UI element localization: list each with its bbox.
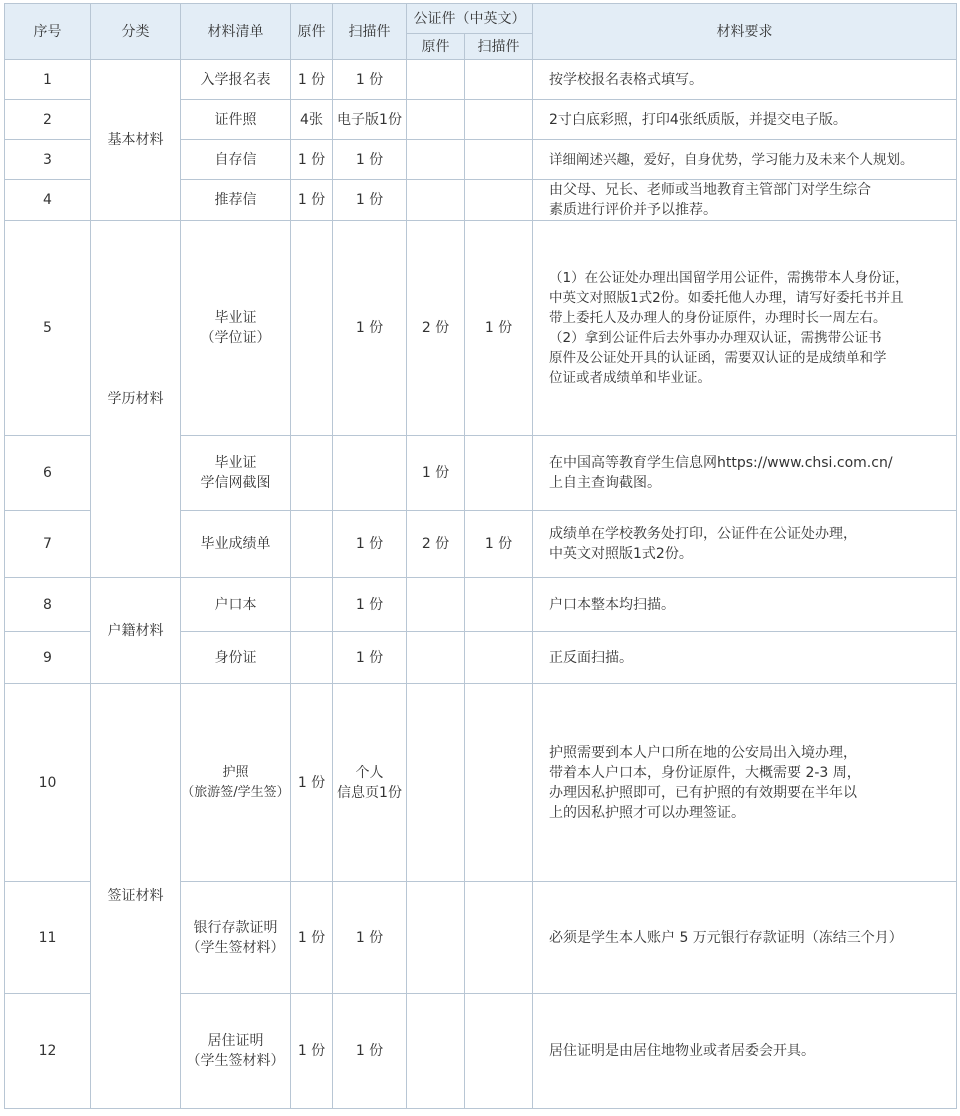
row-number: 12 [5, 994, 91, 1109]
notary-scan-cell [465, 632, 533, 684]
requirement-cell: 2寸白底彩照，打印4张纸质版，并提交电子版。 [533, 100, 957, 140]
original-cell: 1 份 [291, 180, 333, 221]
requirement-cell: 成绩单在学校教务处打印，公证件在公证处办理， 中英文对照版1式2份。 [533, 511, 957, 578]
scan-cell: 电子版1份 [333, 100, 407, 140]
scan-cell: 1 份 [333, 632, 407, 684]
requirement-cell: 由父母、兄长、老师或当地教育主管部门对学生综合 素质进行评价并予以推荐。 [533, 180, 957, 221]
scan-cell: 1 份 [333, 578, 407, 632]
row-number: 5 [5, 221, 91, 436]
notary-original-cell [407, 100, 465, 140]
notary-scan-cell [465, 994, 533, 1109]
table-row [5, 684, 957, 882]
item-cell: 自存信 [181, 140, 291, 180]
item-cell: 居住证明 （学生签材料） [181, 994, 291, 1109]
notary-scan-cell: 1 份 [465, 511, 533, 578]
category-cell: 基本材料 [91, 60, 181, 221]
table-row [5, 578, 957, 632]
notary-scan-cell [465, 100, 533, 140]
header-category: 分类 [91, 4, 181, 60]
notary-original-cell [407, 882, 465, 994]
row-number: 10 [5, 684, 91, 882]
scan-cell: 1 份 [333, 221, 407, 436]
original-cell [291, 436, 333, 511]
original-cell [291, 511, 333, 578]
notary-original-cell [407, 994, 465, 1109]
item-cell: 户口本 [181, 578, 291, 632]
notary-scan-cell [465, 60, 533, 100]
item-cell: 证件照 [181, 100, 291, 140]
row-number: 3 [5, 140, 91, 180]
notary-scan-cell [465, 436, 533, 511]
original-cell [291, 632, 333, 684]
scan-cell: 1 份 [333, 882, 407, 994]
notary-original-cell [407, 632, 465, 684]
row-number: 6 [5, 436, 91, 511]
row-number: 1 [5, 60, 91, 100]
original-cell: 1 份 [291, 60, 333, 100]
category-cell: 签证材料 [91, 684, 181, 1109]
notary-original-cell [407, 578, 465, 632]
notary-scan-cell: 1 份 [465, 221, 533, 436]
item-cell: 银行存款证明 （学生签材料） [181, 882, 291, 994]
row-number: 7 [5, 511, 91, 578]
table-row [5, 221, 957, 436]
header-notary-scan: 扫描件 [465, 34, 533, 60]
requirement-cell: 按学校报名表格式填写。 [533, 60, 957, 100]
row-number: 11 [5, 882, 91, 994]
scan-cell: 1 份 [333, 140, 407, 180]
requirement-cell: 必须是学生本人账户 5 万元银行存款证明（冻结三个月） [533, 882, 957, 994]
scan-cell: 1 份 [333, 180, 407, 221]
scan-cell [333, 436, 407, 511]
item-cell: 护照 （旅游签/学生签） [181, 684, 291, 882]
scan-cell: 个人 信息页1份 [333, 684, 407, 882]
header-list: 材料清单 [181, 4, 291, 60]
notary-original-cell: 2 份 [407, 221, 465, 436]
notary-scan-cell [465, 578, 533, 632]
requirement-cell: 居住证明是由居住地物业或者居委会开具。 [533, 994, 957, 1109]
header-original: 原件 [291, 4, 333, 60]
header-notary-original: 原件 [407, 34, 465, 60]
row-number: 4 [5, 180, 91, 221]
row-number: 2 [5, 100, 91, 140]
notary-original-cell [407, 180, 465, 221]
row-number: 8 [5, 578, 91, 632]
original-cell: 1 份 [291, 994, 333, 1109]
header-scan: 扫描件 [333, 4, 407, 60]
notary-original-cell [407, 60, 465, 100]
item-cell: 毕业成绩单 [181, 511, 291, 578]
category-cell: 户籍材料 [91, 578, 181, 684]
requirement-cell: 护照需要到本人户口所在地的公安局出入境办理， 带着本人户口本，身份证原件，大概需要 2-3 周， 办理因私护照即可，已有护照的有效期要在半年以 上的因私护照才可以办理签证。 [533, 684, 957, 882]
header-seq: 序号 [5, 4, 91, 60]
original-cell [291, 221, 333, 436]
header-notary: 公证件（中英文） [407, 4, 533, 34]
notary-scan-cell [465, 882, 533, 994]
row-number: 9 [5, 632, 91, 684]
notary-scan-cell [465, 140, 533, 180]
scan-cell: 1 份 [333, 994, 407, 1109]
original-cell [291, 578, 333, 632]
scan-cell: 1 份 [333, 511, 407, 578]
notary-original-cell: 2 份 [407, 511, 465, 578]
notary-original-cell: 1 份 [407, 436, 465, 511]
item-cell: 身份证 [181, 632, 291, 684]
header-requirement: 材料要求 [533, 4, 957, 60]
category-cell: 学历材料 [91, 221, 181, 578]
requirement-cell: 在中国高等教育学生信息网https://www.chsi.com.cn/ 上自主查询截图。 [533, 436, 957, 511]
original-cell: 4张 [291, 100, 333, 140]
notary-scan-cell [465, 180, 533, 221]
requirement-cell: （1）在公证处办理出国留学用公证件，需携带本人身份证， 中英文对照版1式2份。如委托他人办理，请写好委托书并且 带上委托人及办理人的身份证原件，办理时长一周左右。 （2）拿到公证件后去外事办办理双认证，需携带公证书 原件及公证处开具的认证函，需要双认证的是成绩单和学 位证或者成绩单和毕业证。 [533, 221, 957, 436]
notary-original-cell [407, 140, 465, 180]
item-cell: 入学报名表 [181, 60, 291, 100]
original-cell: 1 份 [291, 140, 333, 180]
requirement-cell: 户口本整本均扫描。 [533, 578, 957, 632]
table-row [5, 60, 957, 100]
requirement-cell: 正反面扫描。 [533, 632, 957, 684]
item-cell: 推荐信 [181, 180, 291, 221]
original-cell: 1 份 [291, 684, 333, 882]
item-cell: 毕业证 学信网截图 [181, 436, 291, 511]
notary-original-cell [407, 684, 465, 882]
scan-cell: 1 份 [333, 60, 407, 100]
materials-table [4, 3, 957, 1109]
requirement-cell: 详细阐述兴趣，爱好，自身优势，学习能力及未来个人规划。 [533, 140, 957, 180]
item-cell: 毕业证 （学位证） [181, 221, 291, 436]
original-cell: 1 份 [291, 882, 333, 994]
notary-scan-cell [465, 684, 533, 882]
